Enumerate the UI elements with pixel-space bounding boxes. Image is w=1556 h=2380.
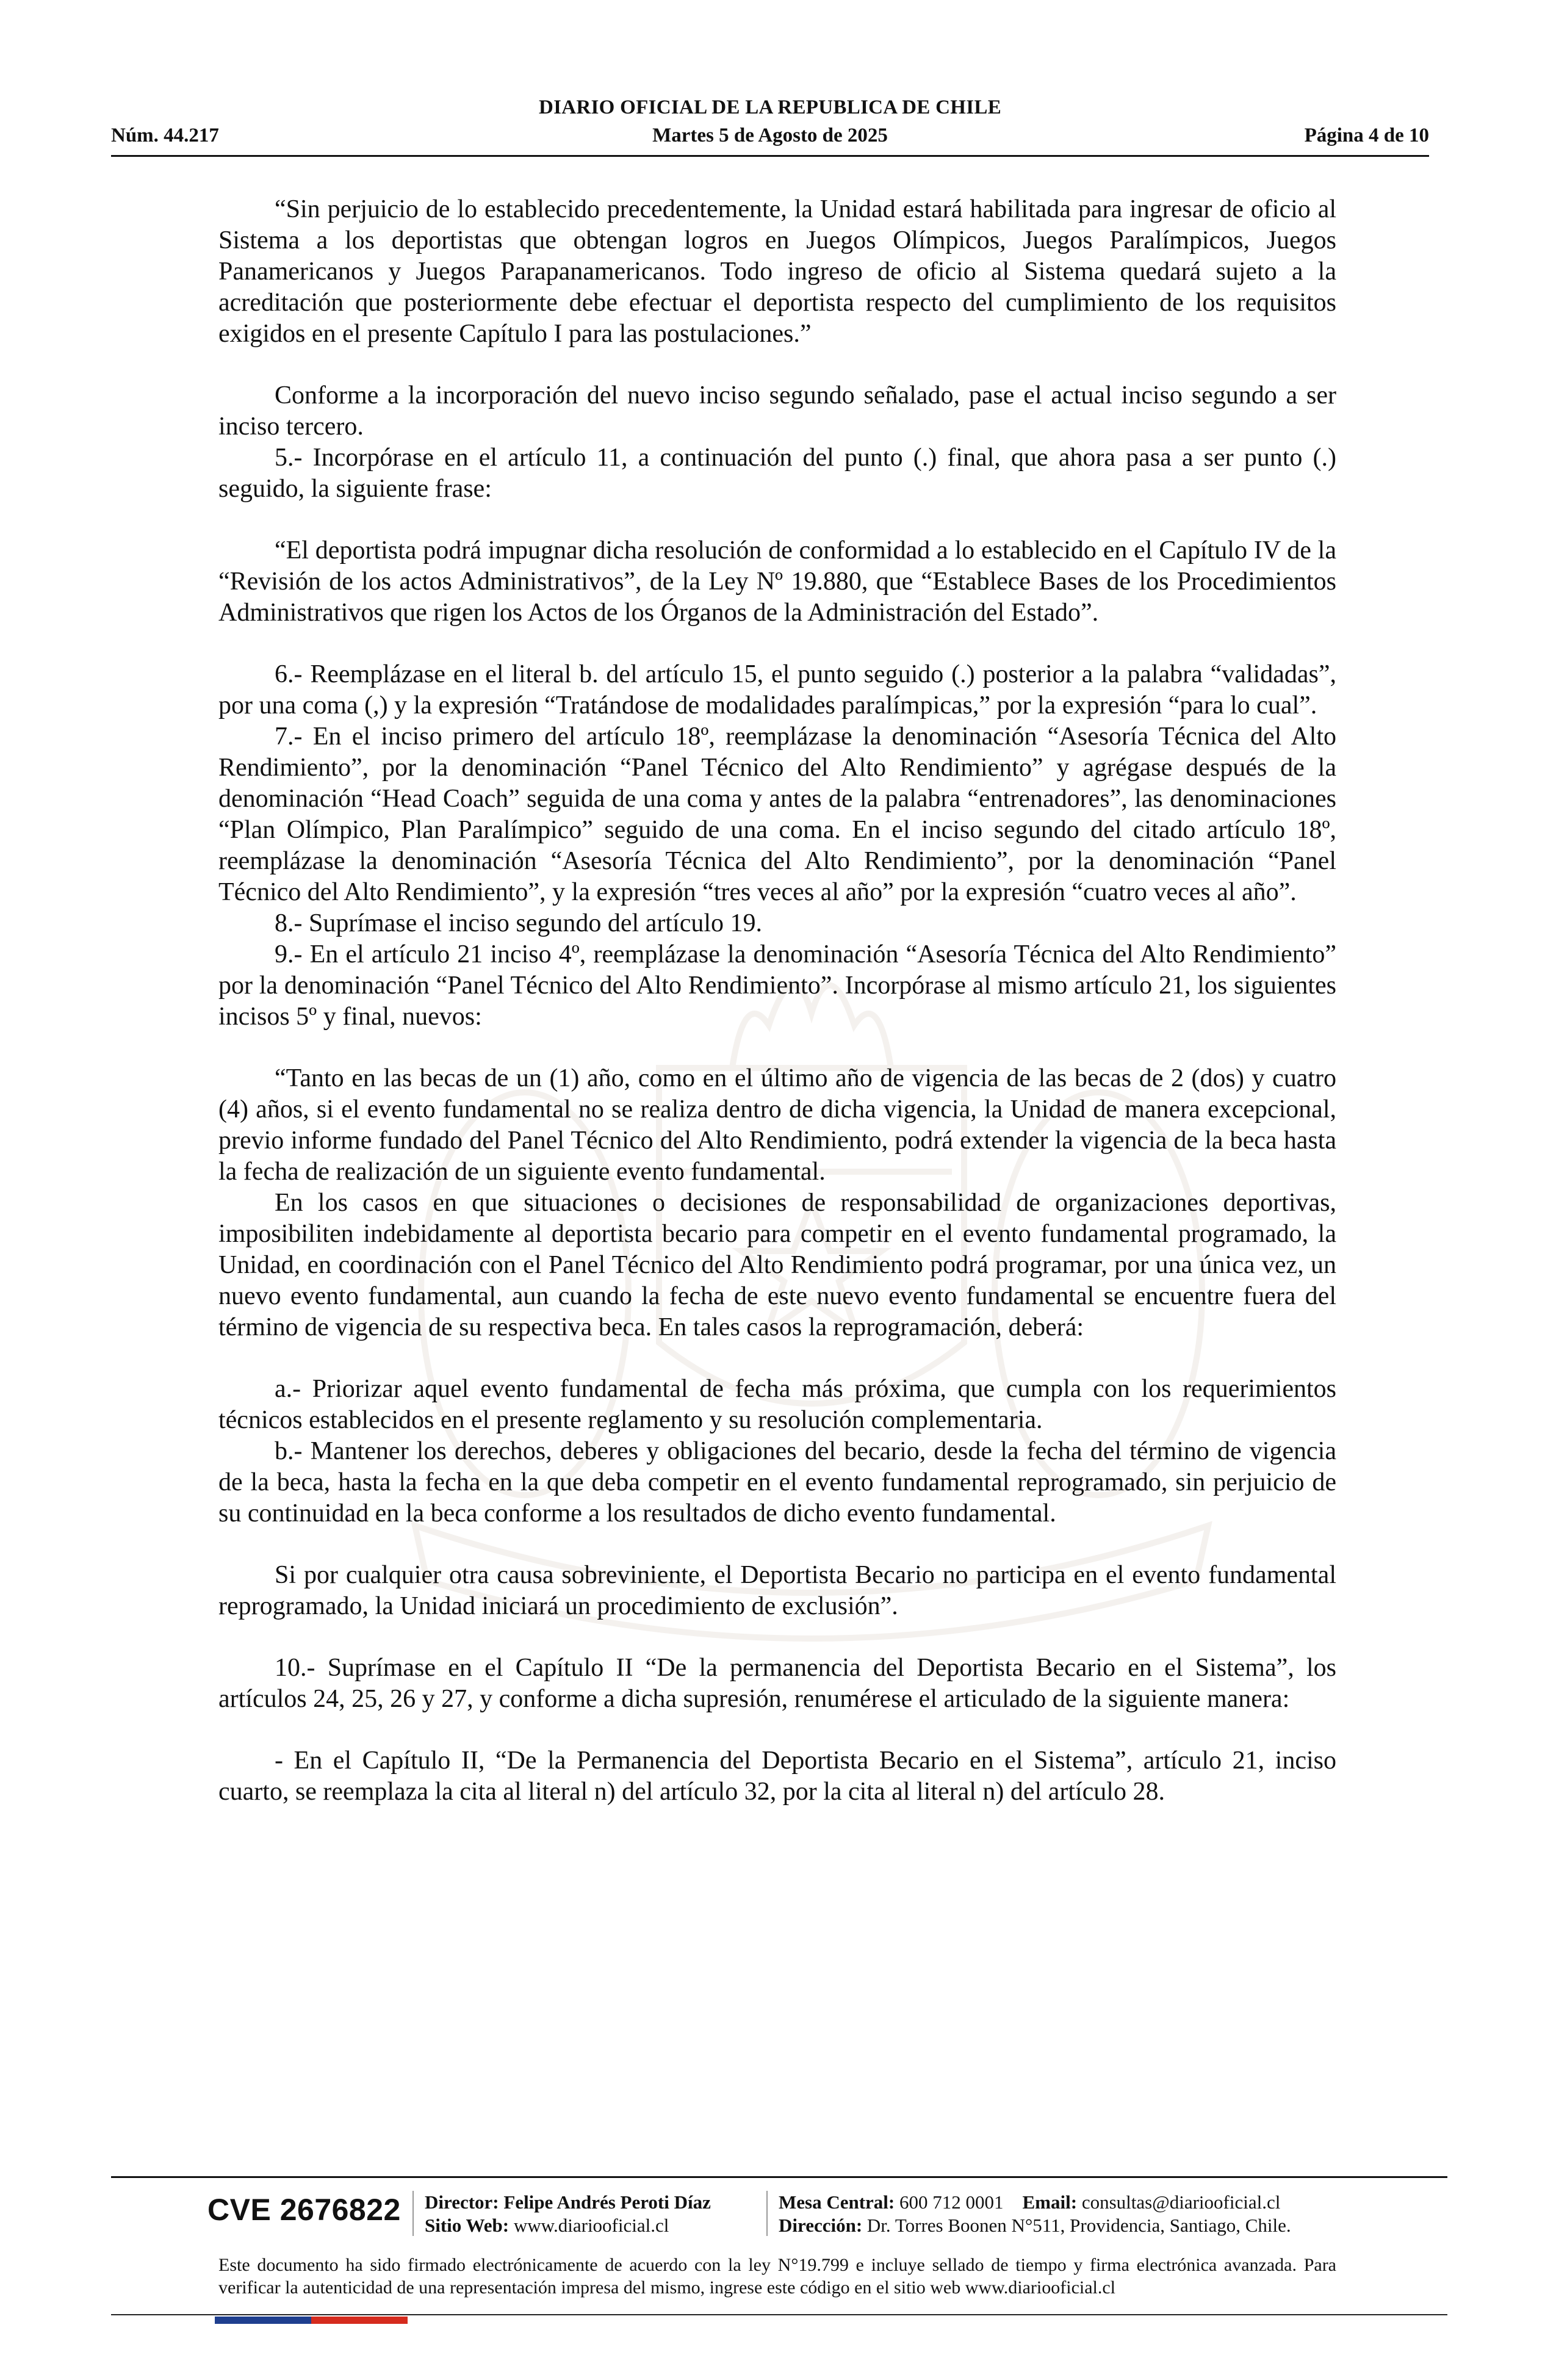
page-number: Página 4 de 10: [1304, 124, 1429, 146]
flag-stripe-blue: [215, 2317, 311, 2324]
paragraph: 6.- Reemplázase en el literal b. del artículo 15, el punto seguido (.) posterior a la palabra “validadas”, por una coma (,) y la expresión “Tratándose de modalidades paralímpicas,” por la expresión “para lo cual”.: [218, 660, 1336, 719]
document-body: [218, 194, 1336, 1808]
paragraph: En los casos en que situaciones o decisiones de responsabilidad de organizaciones deportivas, imposibiliten indebidamente al deportista becario para competir en el evento fundamental programado, la Unidad, en coordinación con el Panel Técnico del Alto Rendimiento podrá programar, por una única vez, un nuevo evento fundamental, aun cuando la fecha de este nuevo evento fundamental se encuentre fuera del término de vigencia de su respectiva beca. En tales casos la reprogramación, deberá:: [218, 1189, 1336, 1341]
paragraph: 10.- Suprímase en el Capítulo II “De la permanencia del Deportista Becario en el Sistema”, los artículos 24, 25, 26 y 27, y conforme a dicha supresión, renumérese el articulado de la siguiente manera:: [218, 1654, 1336, 1713]
director-label: Director:: [425, 2191, 499, 2213]
paragraph: a.- Priorizar aquel evento fundamental de fecha más próxima, que cumpla con los requerimientos técnicos establecidos en el presente reglamento y su resolución complementaria.: [218, 1375, 1336, 1434]
footer-director-block: [425, 2191, 711, 2237]
flag-stripe-red: [311, 2317, 408, 2324]
footer-divider-top: [111, 2176, 1447, 2178]
paragraph: Si por cualquier otra causa sobreviniente, el Deportista Becario no participa en el evento fundamental reprogramado, la Unidad iniciará un procedimiento de exclusión”.: [218, 1561, 1336, 1620]
paragraph: 7.- En el inciso primero del artículo 18º, reemplázase la denominación “Asesoría Técnica del Alto Rendimiento”, por la denominación “Panel Técnico del Alto Rendimiento” y agrégase después de la denominación “Head Coach” seguida de una coma y antes de la palabra “entrenadores”, las denominaciones “Plan Olímpico, Plan Paralímpico” seguido de una coma. En el inciso segundo del citado artículo 18º, reemplázase la denominación “Asesoría Técnica del Alto Rendimiento”, por la denominación “Panel Técnico del Alto Rendimiento”, y la expresión “tres veces al año” por la expresión “cuatro veces al año”.: [218, 723, 1336, 906]
header-divider: [111, 155, 1429, 157]
website-link[interactable]: www.diariooficial.cl: [513, 2215, 669, 2236]
footer-separator: [412, 2191, 414, 2236]
issue-number: Núm. 44.217: [111, 124, 219, 146]
paragraph: Conforme a la incorporación del nuevo inciso segundo señalado, pase el actual inciso segundo a ser inciso tercero.: [218, 381, 1336, 441]
email-label: Email:: [1022, 2191, 1078, 2213]
paragraph: - En el Capítulo II, “De la Permanencia del Deportista Becario en el Sistema”, artículo 21, inciso cuarto, se reemplaza la cita al literal n) del artículo 32, por la cita al literal n) del artículo 28.: [218, 1747, 1336, 1806]
address-text: Dr. Torres Boonen N°511, Providencia, Santiago, Chile.: [866, 2215, 1291, 2236]
email-link[interactable]: consultas@diariooficial.cl: [1081, 2191, 1281, 2213]
phone-number: 600 712 0001: [899, 2191, 1004, 2213]
footer-contact-block: [779, 2191, 1291, 2237]
page-header: [111, 93, 1429, 154]
paragraph: “Sin perjuicio de lo establecido precedentemente, la Unidad estará habilitada para ingresar de oficio al Sistema a los deportistas que obtengan logros en Juegos Olímpicos, Juegos Paralímpicos, Juegos Panamericanos y Juegos Parapanamericanos. Todo ingreso de oficio al Sistema quedará sujeto a la acreditación que posteriormente debe efectuar el deportista respecto del cumplimiento de los requisitos exigidos en el presente Capítulo I para las postulaciones.”: [218, 195, 1336, 348]
issue-date: Martes 5 de Agosto de 2025: [652, 124, 888, 146]
address-label: Dirección:: [779, 2215, 863, 2236]
paragraph: 9.- En el artículo 21 inciso 4º, reemplázase la denominación “Asesoría Técnica del Alto Rendimiento” por la denominación “Panel Técnico del Alto Rendimiento”. Incorpórase al mismo artículo 21, los siguientes incisos 5º y final, nuevos:: [218, 940, 1336, 1031]
paragraph: b.- Mantener los derechos, deberes y obligaciones del becario, desde la fecha del término de vigencia de la beca, hasta la fecha en la que deba competir en el evento fundamental reprogramado, sin perjuicio de su continuidad en la beca conforme a los resultados de dicho evento fundamental.: [218, 1437, 1336, 1527]
website-label: Sitio Web:: [425, 2215, 510, 2236]
footer-divider-bottom: [111, 2314, 1447, 2315]
director-name: Felipe Andrés Peroti Díaz: [503, 2191, 711, 2213]
paragraph: 5.- Incorpórase en el artículo 11, a continuación del punto (.) final, que ahora pasa a ser punto (.) seguido, la siguiente frase:: [218, 444, 1336, 503]
phone-label: Mesa Central:: [779, 2191, 895, 2213]
footer-separator: [766, 2191, 768, 2236]
paragraph: 8.- Suprímase el inciso segundo del artículo 19.: [275, 909, 763, 937]
legal-notice: Este documento ha sido firmado electrónicamente de acuerdo con la ley N°19.799 e incluye sellado de tiempo y firma electrónica avanzada. Para verificar la autenticidad de una representación impresa del mismo, ingrese este código en el sitio web www.diariooficial.cl: [218, 2255, 1336, 2298]
publication-title: DIARIO OFICIAL DE LA REPUBLICA DE CHILE: [538, 96, 1002, 118]
cve-code: CVE 2676822: [207, 2193, 401, 2227]
paragraph: “Tanto en las becas de un (1) año, como en el último año de vigencia de las becas de 2 (dos) y cuatro (4) años, si el evento fundamental no se realiza dentro de dicha vigencia, la Unidad de manera excepcional, previo informe fundado del Panel Técnico del Alto Rendimiento, podrá extender la vigencia de la beca hasta la fecha de realización de un siguiente evento fundamental.: [218, 1064, 1336, 1186]
paragraph: “El deportista podrá impugnar dicha resolución de conformidad a lo establecido en el Capítulo IV de la “Revisión de los actos Administrativos”, de la Ley Nº 19.880, que “Establece Bases de los Procedimientos Administrativos que rigen los Actos de los Órganos de la Administración del Estado”.: [218, 536, 1336, 627]
